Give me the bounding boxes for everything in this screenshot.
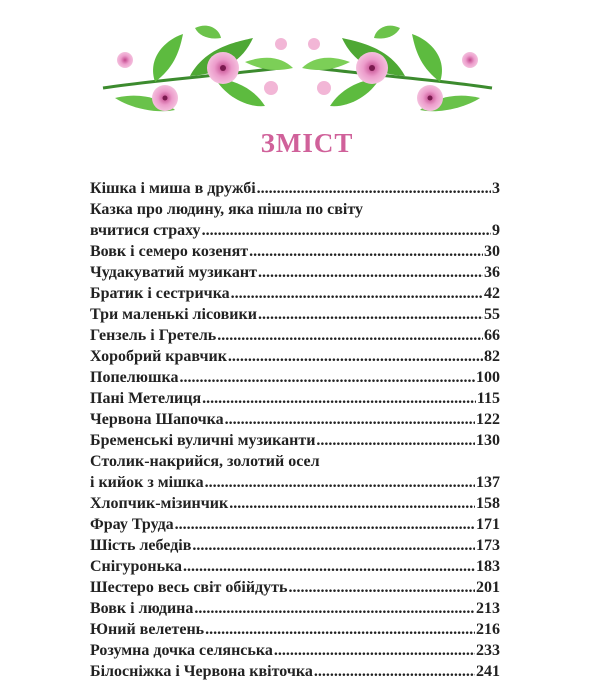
leader-dots	[288, 577, 475, 598]
toc-title-line1: Столик-накрийся, золотий осел	[90, 453, 320, 470]
leader-dots	[249, 241, 483, 262]
toc-entry	[90, 346, 500, 367]
toc-title: Попелюшка	[90, 369, 179, 386]
toc-title: Хлопчик-мізинчик	[90, 495, 229, 512]
toc-title: Білосніжка і Червона квіточка	[90, 663, 313, 680]
toc-entry	[90, 598, 500, 619]
toc-title: Снігуронька	[90, 558, 183, 575]
leader-dots	[274, 640, 475, 661]
toc-page: 30	[484, 243, 500, 260]
toc-page: 115	[476, 390, 500, 407]
toc-page: 42	[484, 285, 500, 302]
leader-dots	[231, 283, 483, 304]
toc-page: 55	[484, 306, 500, 323]
leader-dots	[194, 598, 475, 619]
toc-entry	[90, 472, 500, 493]
toc-entry	[90, 556, 500, 577]
toc-title: Шість лебедів	[90, 537, 192, 554]
leader-dots	[225, 409, 475, 430]
toc-title: Вовк і людина	[90, 600, 194, 617]
leader-dots	[229, 493, 475, 514]
toc-page: 9	[492, 222, 500, 239]
leader-dots	[205, 472, 475, 493]
toc-title: Пані Метелиця	[90, 390, 202, 407]
toc-title: Вовк і семеро козенят	[90, 243, 249, 260]
toc-entry	[90, 661, 500, 682]
toc-page: 3	[492, 180, 500, 197]
toc-entry	[90, 640, 500, 661]
leader-dots	[179, 367, 475, 388]
leader-dots	[175, 514, 475, 535]
toc-page: 183	[476, 558, 500, 575]
left-branch	[103, 26, 293, 112]
toc-entry	[90, 493, 500, 514]
toc-entry	[90, 178, 500, 199]
toc-page: 66	[484, 327, 500, 344]
toc-entry	[90, 430, 500, 451]
leader-dots	[205, 619, 475, 640]
toc-page: 158	[476, 495, 500, 512]
leader-dots	[258, 262, 483, 283]
toc-title: Фрау Труда	[90, 516, 174, 533]
toc-page: 233	[476, 642, 500, 659]
toc-page: 122	[476, 411, 500, 428]
toc-entry	[90, 619, 500, 640]
table-of-contents	[90, 178, 500, 682]
toc-title: і кийок з мішка	[90, 474, 204, 491]
toc-title: Чудакуватий музикант	[90, 264, 257, 281]
toc-entry	[90, 283, 500, 304]
toc-page: 36	[484, 264, 500, 281]
toc-title-line1: Казка про людину, яка пішла по світу	[90, 201, 363, 218]
leader-dots	[183, 556, 475, 577]
toc-entry	[90, 262, 500, 283]
floral-ornament	[95, 18, 500, 120]
toc-title: Шестеро весь світ обійдуть	[90, 579, 288, 596]
page-title: ЗМІСТ	[260, 128, 354, 158]
toc-page: 213	[476, 600, 500, 617]
toc-title: Юний велетень	[90, 621, 205, 638]
toc-entry	[90, 388, 500, 409]
leader-dots	[257, 178, 491, 199]
toc-title: Кішка і миша в дружбі	[90, 180, 256, 197]
toc-page: 173	[476, 537, 500, 554]
leader-dots	[217, 325, 483, 346]
toc-page: 201	[476, 579, 500, 596]
toc-entry	[90, 325, 500, 346]
leader-dots	[228, 346, 483, 367]
toc-entry	[90, 409, 500, 430]
right-branch	[302, 26, 492, 112]
toc-title: Братик і сестричка	[90, 285, 230, 302]
toc-page: 137	[476, 474, 500, 491]
leader-dots	[202, 388, 476, 409]
toc-title: Червона Шапочка	[90, 411, 224, 428]
leader-dots	[314, 661, 475, 682]
toc-page: 171	[476, 516, 500, 533]
toc-page: 100	[476, 369, 500, 386]
leader-dots	[192, 535, 475, 556]
leader-dots	[316, 430, 475, 451]
toc-entry	[90, 514, 500, 535]
toc-entry	[90, 304, 500, 325]
toc-entry	[90, 535, 500, 556]
toc-page: 82	[484, 348, 500, 365]
toc-title: Три маленькі лісовики	[90, 306, 257, 323]
toc-title: вчитися страху	[90, 222, 201, 239]
toc-entry	[90, 577, 500, 598]
leader-dots	[202, 220, 491, 241]
toc-page: 130	[476, 432, 500, 449]
toc-title: Гензель і Гретель	[90, 327, 217, 344]
toc-page: 216	[476, 621, 500, 638]
toc-title: Бременські вуличні музиканти	[90, 432, 316, 449]
toc-entry	[90, 241, 500, 262]
toc-title: Хоробрий кравчик	[90, 348, 227, 365]
toc-entry	[90, 367, 500, 388]
toc-page: 241	[476, 663, 500, 680]
toc-title: Розумна дочка селянська	[90, 642, 273, 659]
toc-entry	[90, 220, 500, 241]
leader-dots	[258, 304, 483, 325]
